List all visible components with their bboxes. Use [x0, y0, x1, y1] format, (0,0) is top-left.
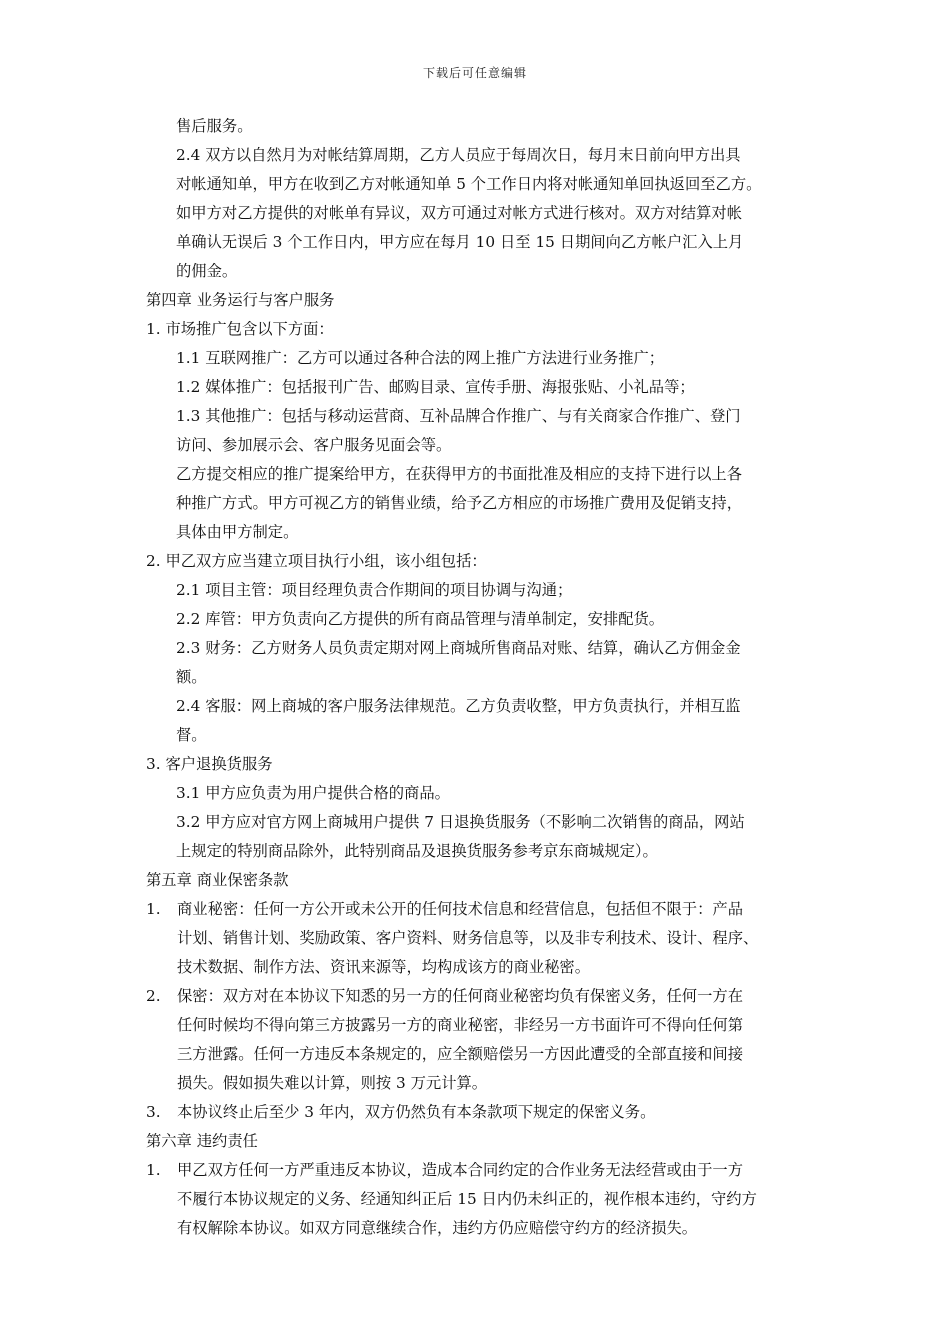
text-line: 有权解除本协议。如双方同意继续合作，违约方仍应赔偿守约方的经济损失。: [177, 1219, 698, 1237]
text-line: 2.4 客服：网上商城的客户服务法律规范。乙方负责收整，甲方负责执行，并相互监: [176, 697, 741, 715]
text-line: 如甲方对乙方提供的对帐单有异议，双方可通过对帐方式进行核对。双方对结算对帐: [176, 204, 742, 222]
text-line: 商业秘密：任何一方公开或未公开的任何技术信息和经营信息，包括但不限于：产品: [177, 900, 743, 918]
text-line: 具体由甲方制定。: [176, 523, 299, 541]
text-line: 3.1 甲方应负责为用户提供合格的商品。: [176, 784, 450, 802]
list-item-heading: 1. 市场推广包含以下方面：: [146, 320, 334, 338]
list-number: 1.: [146, 900, 161, 918]
list-item-heading: 3. 客户退换货服务: [146, 755, 273, 773]
list-number: 1.: [146, 1161, 161, 1179]
text-line: 单确认无误后 3 个工作日内，甲方应在每月 10 日至 15 日期间向乙方帐户汇入上月: [176, 233, 744, 251]
text-line: 保密：双方对在本协议下知悉的另一方的任何商业秘密均负有保密义务，任何一方在: [177, 987, 743, 1005]
text-line: 对帐通知单，甲方在收到乙方对帐通知单 5 个工作日内将对帐通知单回执返回至乙方。: [176, 175, 762, 193]
text-line: 2.2 库管：甲方负责向乙方提供的所有商品管理与清单制定，安排配货。: [176, 610, 665, 628]
text-line: 额。: [176, 668, 207, 686]
chapter-heading: 第六章 违约责任: [146, 1132, 258, 1150]
text-line: 2.3 财务：乙方财务人员负责定期对网上商城所售商品对账、结算，确认乙方佣金金: [176, 639, 741, 657]
list-item-heading: 2. 甲乙双方应当建立项目执行小组，该小组包括：: [146, 552, 487, 570]
list-number: 2.: [146, 987, 161, 1005]
text-line: 不履行本协议规定的义务、经通知纠正后 15 日内仍未纠正的，视作根本违约，守约方: [177, 1190, 757, 1208]
text-line: 1.3 其他推广：包括与移动运营商、互补品牌合作推广、与有关商家合作推广、登门: [176, 407, 741, 425]
chapter-heading: 第五章 商业保密条款: [146, 871, 289, 889]
page-header: 下载后可任意编辑: [422, 66, 527, 80]
text-line: 2.4 双方以自然月为对帐结算周期，乙方人员应于每周次日，每月末日前向甲方出具: [176, 146, 741, 164]
chapter-heading: 第四章 业务运行与客户服务: [146, 291, 335, 309]
text-line: 乙方提交相应的推广提案给甲方，在获得甲方的书面批准及相应的支持下进行以上各: [176, 465, 742, 483]
text-line: 上规定的特别商品除外，此特别商品及退换货服务参考京东商城规定）。: [176, 842, 658, 860]
text-line: 本协议终止后至少 3 年内，双方仍然负有本条款项下规定的保密义务。: [177, 1103, 656, 1121]
text-line: 1.2 媒体推广：包括报刊广告、邮购目录、宣传手册、海报张贴、小礼品等；: [176, 378, 695, 396]
text-line: 技术数据、制作方法、资讯来源等，均构成该方的商业秘密。: [177, 958, 591, 976]
text-line: 三方泄露。任何一方违反本条规定的，应全额赔偿另一方因此遭受的全部直接和间接: [177, 1045, 743, 1063]
text-line: 计划、销售计划、奖励政策、客户资料、财务信息等，以及非专利技术、设计、程序、: [177, 929, 759, 947]
text-line: 2.1 项目主管：项目经理负责合作期间的项目协调与沟通；: [176, 581, 573, 599]
text-line: 督。: [176, 726, 207, 744]
text-line: 访问、参加展示会、客户服务见面会等。: [176, 436, 452, 454]
text-line: 3.2 甲方应对官方网上商城用户提供 7 日退换货服务（不影响二次销售的商品，网站: [176, 813, 745, 831]
text-line: 的佣金。: [176, 262, 238, 280]
list-number: 3.: [146, 1103, 161, 1121]
text-line: 损失。假如损失难以计算，则按 3 万元计算。: [177, 1074, 488, 1092]
text-line: 1.1 互联网推广：乙方可以通过各种合法的网上推广方法进行业务推广；: [176, 349, 665, 367]
text-line: 任何时候均不得向第三方披露另一方的商业秘密，非经另一方书面许可不得向任何第: [177, 1016, 743, 1034]
text-line: 种推广方式。甲方可视乙方的销售业绩，给予乙方相应的市场推广费用及促销支持，: [176, 494, 742, 512]
text-line: 甲乙双方任何一方严重违反本协议，造成本合同约定的合作业务无法经营或由于一方: [177, 1161, 743, 1179]
text-line: 售后服务。: [176, 117, 253, 135]
